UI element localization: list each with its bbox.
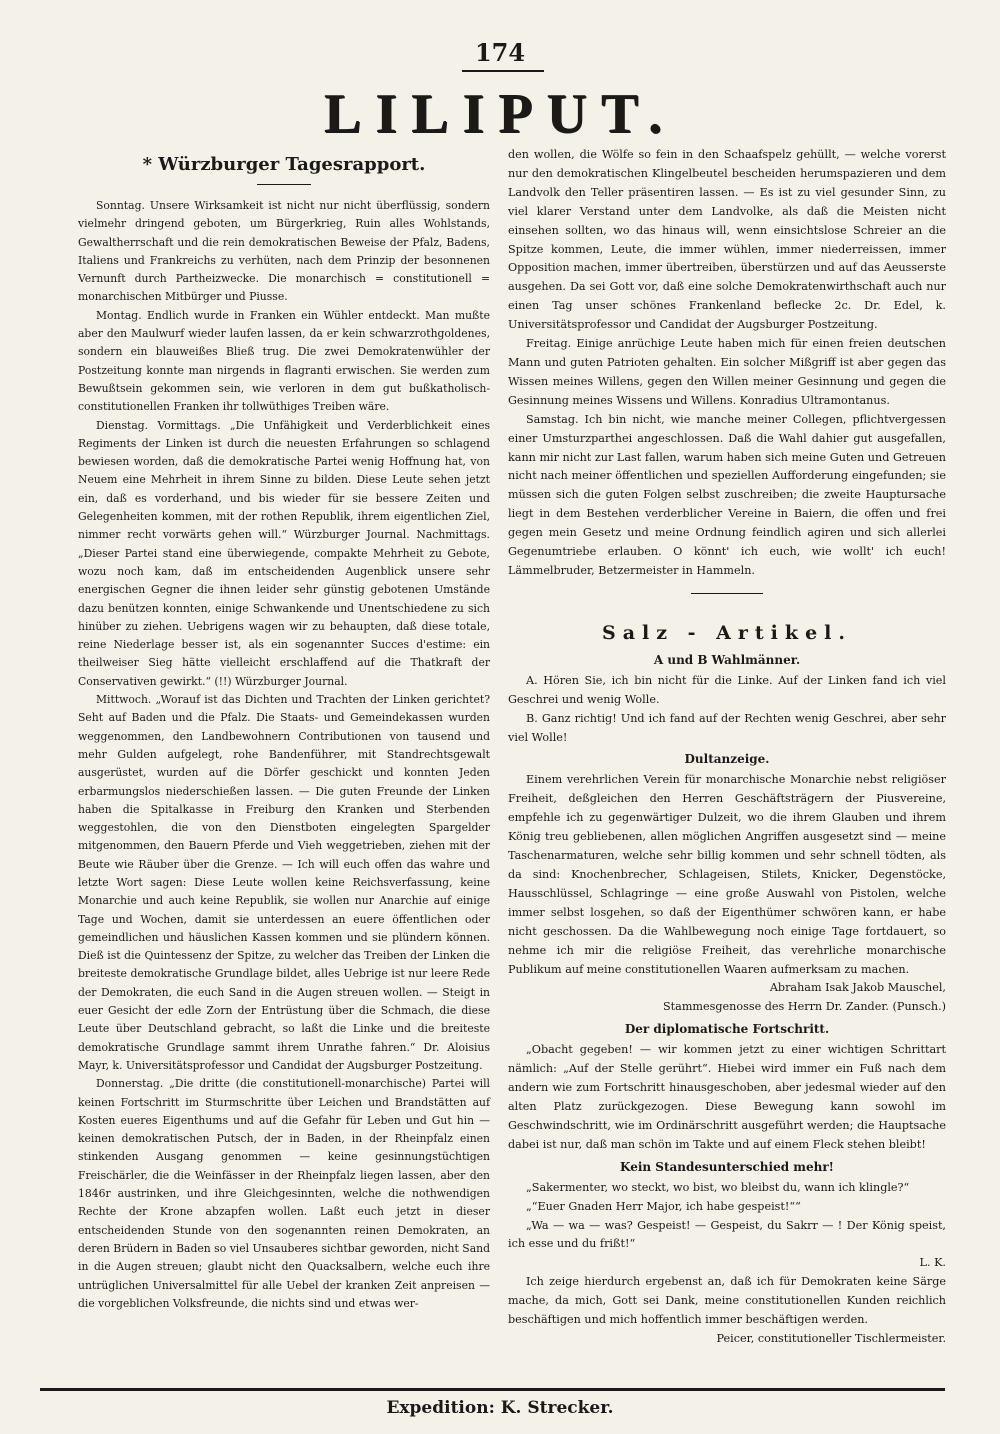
paragraph-montag: Montag. Endlich wurde in Franken ein Wühler entdeckt. Man mußte aber den Maulwurf wieder laufen lassen, da er kein schwarzrothgoldenes, sondern ein blauweißes Bließ trug. Die zwei Demokratenwühler der Postzeitung konnte man nirgends in flagranti erwischen. Sie werden zum Bewußtsein gekommen sein, wie verloren in dem gut bußkatholisch-constitutionellen Franken ihr tollwüthiges Treiben wäre. xyxy=(78,308,490,414)
left-column xyxy=(78,146,490,1313)
section-title-tagesrapport: * Würzburger Tagesrapport. xyxy=(142,154,426,175)
subtitle-wahlmaenner: A und B Wahlmänner. xyxy=(653,652,801,667)
top-rule xyxy=(462,70,544,72)
signature-tischlermeister: Peicer, constitutioneller Tischlermeister. xyxy=(716,1331,946,1345)
dialogue-line-3: „Wa — wa — was? Gespeist! — Gespeist, du Sakrr — ! Der König speist, ich esse und du frißt!“ xyxy=(508,1218,946,1251)
subtitle-dultanzeige: Dultanzeige. xyxy=(684,752,770,767)
subtitle-standesunterschied: Kein Standesunterschied mehr! xyxy=(620,1159,834,1174)
dialogue-line-2: „“Euer Gnaden Herr Major, ich habe gespeist!““ xyxy=(526,1199,801,1213)
paragraph-dultanzeige: Einem verehrlichen Verein für monarchische Monarchie nebst religiöser Freiheit, deßgleichen den Herren Geschäftsträgern der Piusvereine, empfehle ich zu gegenwärtiger Dulzeit, wo die ihrem Glauben und ihrem König treu gebliebenen, allen möglichen Angriffen ausgesetzt sind — meine Taschenarmaturen, welche sehr billig kommen und sehr schnell tödten, als da sind: Knochenbrecher, Schlageisen, Stilets, Knicker, Degenstöcke, Hausschlüssel, Schlagringe — eine große Auswahl von Pistolen, welche immer selbst losgehen, so daß der Eigenthümer schwören kann, er habe nicht geschossen. Da die Wahlbewegung noch einige Tage fortdauert, so nehme ich mir die religiöse Freiheit, das verehrliche monarchische Publikum auf meine constitutionellen Waaren aufmerksam zu machen. xyxy=(508,773,946,976)
dialogue-line-1: „Sakermenter, wo steckt, wo bist, wo bleibst du, wann ich klingle?“ xyxy=(526,1180,910,1194)
footer-expedition: Expedition: K. Strecker. xyxy=(386,1398,614,1418)
section-divider xyxy=(691,593,763,594)
page-number: 174 xyxy=(474,38,526,67)
paragraph-sonntag: Sonntag. Unsere Wirksamkeit ist nicht nur nicht überflüssig, sondern vielmehr dringend geboten, um Bürgerkrieg, Ruin alles Wohlstands, Gewaltherrschaft und die rein demokratischen Beweise der Pfalz, Badens, Italiens und Frankreichs zu verhüten, nach dem Prinzip der besonnenen Vernunft durch Partheizwecke. Die monarchisch = constitutionell = monarchischen Mitbürger und Piusse. xyxy=(78,199,490,304)
paragraph-freitag: Freitag. Einige anrüchige Leute haben mich für einen freien deutschen Mann und guten Patrioten gehalten. Ein solcher Mißgriff ist aber gegen das Wissen meines Willens, gegen den Willen meiner Gesinnung und gegen die Gesinnung meines Wissens und Willens. Konradius Ultramontanus. xyxy=(508,337,946,407)
dialogue-line-a: A. Hören Sie, ich bin nicht für die Linke. Auf der Linken fand ich viel Geschrei und wenig Wolle. xyxy=(508,673,946,706)
paragraph-dienstag: Dienstag. Vormittags. „Die Unfähigkeit und Verderblichkeit eines Regiments der Linken ist durch die neuesten Erfahrungen so schlagend bewiesen worden, daß die demokratische Partei wenig Hoffnung hat, von Neuem eine Mehrheit in ihrem Sinne zu bilden. Diese Leute sehen jetzt ein, daß es vorderhand, und bis wieder für sie bessere Zeiten und Gelegenheiten kommen, mit der rothen Republik, ihrem eigentlichen Ziel, nimmer recht vorwärts gehen will.“ Würzburger Journal. Nachmittags. „Dieser Partei stand eine überwiegende, compakte Mehrheit zu Gebote, wozu noch kam, daß im entscheidenden Augenblick unsere sehr energischen Gegner die ihnen leider sehr günstig gebotenen Umstände dazu benützen konnten, einige Schwankende und Unentschiedene zu sich hinüber zu ziehen. Uebrigens wagen wir zu behaupten, daß diese totale, reine Niederlage besser ist, als ein sogenannter Succes d'estime: ein theilweiser Sieg hätte vielleicht erschlaffend auf die Thatkraft der Conservativen gewirkt.“ (!!) Würzburger Journal. xyxy=(78,418,490,688)
right-column xyxy=(508,146,946,1349)
paragraph-continuation: den wollen, die Wölfe so fein in den Schaafspelz gehüllt, — welche vorerst nur den demokratischen Klingelbeutel bescheiden herumspazieren und dem Landvolk den Teller präsentiren lassen. — Es ist zu viel gesunder Sinn, zu viel klarer Verstand unter dem Landvolke, als daß die Meisten nicht einsehen sollten, wo das hinaus will, wenn einsichtslose Schreier an die Spitze kommen, Leute, die immer wühlen, immer niederreissen, immer Opposition machen, immer übertreiben, überstürzen und auf das Aeusserste ausgehen. Da sei Gott vor, daß eine solche Demokratenwirthschaft auch nur einen Tag unser schönes Frankenland beflecke 2c. Dr. Edel, k. Universitätsprofessor und Candidat der Augsburger Postzeitung. xyxy=(508,148,946,332)
paragraph-fortschritt: „Obacht gegeben! — wir kommen jetzt zu einer wichtigen Schrittart nämlich: „Auf der Stelle gerührt“. Hiebei wird immer ein Fuß nach dem andern wie zum Fortschritt hinausgeschoben, aber jedesmal wieder auf den alten Platz zurückgezogen. Diese Bewegung kann sowohl im Geschwindschritt, wie im Ordinärschritt ausgeführt werden; die Hauptsache dabei ist nur, daß man schön im Takte und auf einem Fleck stehen bleibt! xyxy=(508,1043,946,1151)
signature-mauschel: Abraham Isak Jakob Mauschel, xyxy=(769,981,946,995)
dialogue-line-b: B. Ganz richtig! Und ich fand auf der Rechten wenig Geschrei, aber sehr viel Wolle! xyxy=(508,711,946,744)
paragraph-mittwoch: Mittwoch. „Worauf ist das Dichten und Trachten der Linken gerichtet? Seht auf Baden und die Pfalz. Die Staats- und Gemeindekassen wurden weggenommen, den Landbewohnern Contributionen von tausend und mehr Gulden aufgelegt, rohe Bandenführer, mit Standrechtsgewalt ausgerüstet, wurden auf die Dörfer geschickt und konnten Jeden erbarmungslos niederschießen lassen. — Die guten Freunde der Linken haben die Spitalkasse in Freiburg den Kranken und Sterbenden weggestohlen, die von den Dienstboten eingelegten Spargelder mitgenommen, den Bauern Pferde und Vieh weggetrieben, ziehen mit der Beute wie Räuber über die Grenze. — Ich will euch offen das wahre und letzte Wort sagen: Diese Leute wollen keine Reichsverfassung, keine Monarchie und auch keine Republik, sie wollen nur Anarchie auf einige Tage und Wochen, damit sie unterdessen an euere öffentlichen oder gemeindlichen und häuslichen Kassen kommen und sie plündern können. Dieß ist die Quintessenz der Spitze, zu welcher das Treiben der Linken die breiteste demokratische Grundlage bildet, alles Uebrige ist nur leere Rede der Demokraten, die euch Sand in die Augen streuen wollen. — Steigt in euer Gesicht der edle Zorn der Entrüstung über die Schmach, die diese Leute über Deutschland gebracht, so laßt die Linke und die breiteste demokratische Grundlage sammt ihrem Unrathe fahren.“ Dr. Aloisius Mayr, k. Universitätsprofessor und Candidat der Augsburger Postzeitung. xyxy=(78,693,490,1072)
paragraph-samstag: Samstag. Ich bin nicht, wie manche meiner Collegen, pflichtvergessen einer Umsturzparthei angeschlossen. Daß die Wahl dahier gut ausgefallen, kann mir nicht zur Last fallen, warum haben sich meine Guten und Getreuen nicht nach meiner öffentlichen und speziellen Aufforderung eingefunden; sie müssen sich die guten Folgen selbst zuschreiben; die zweite Hauptursache liegt in dem Bestehen verderblicher Vereine in Baiern, die offen und frei gegen mein Gesetz und meine Ordnung feindlich agiren und sich allerlei Gegenumtriebe erlauben. O könnt' ich euch, wie wollt' ich euch! Lämmelbruder, Betzermeister in Hammeln. xyxy=(508,412,946,577)
title-rule xyxy=(257,184,311,185)
bottom-rule xyxy=(40,1388,945,1391)
subtitle-fortschritt: Der diplomatische Fortschritt. xyxy=(624,1022,830,1037)
section-title-salz-artikel: Salz - Artikel. xyxy=(602,621,852,644)
paragraph-donnerstag: Donnerstag. „Die dritte (die constitutionell-monarchische) Partei will keinen Fortschritt im Sturmschritte über Leichen und Brandstätten auf Kosten eueres Eigenthums und auf die Gefahr für Leben und Gut hin — keinen demokratischen Putsch, der in Baden, in der Rheinpfalz einen stinkenden Ausgang genommen — keine gesinnungstüchtigen Freischärler, die die Weinfässer in der Rheinpfalz liegen lassen, aber den 1846r austrinken, und ihre Gleichgesinnten, welche die nothwendigen Rechte der Krone abzapfen wollen. Laßt euch jetzt in dieser entscheidenden Stunde von den sogenannten reinen Demokraten, an deren Brüdern in Baden so viel Unsauberes sichtbar geworden, nicht Sand in die Augen streuen; glaubt nicht den Quacksalbern, welche euch ihre untrüglichen Universalmittel für alle Uebel der kranken Zeit anpreisen — die vorgeblichen Volksfreunde, die nichts sind und etwas wer- xyxy=(78,1077,490,1310)
signature-lk: L. K. xyxy=(919,1256,946,1270)
signature-stammesgenosse: Stammesgenosse des Herrn Dr. Zander. (Punsch.) xyxy=(662,1000,946,1014)
paragraph-saerge: Ich zeige hierdurch ergebenst an, daß ich für Demokraten keine Särge mache, da mich, Gott sei Dank, meine constitutionellen Kunden reichlich beschäftigen und mich hoffentlich immer beschäftigen werden. xyxy=(508,1275,946,1327)
masthead-title: LILIPUT. xyxy=(323,83,677,145)
